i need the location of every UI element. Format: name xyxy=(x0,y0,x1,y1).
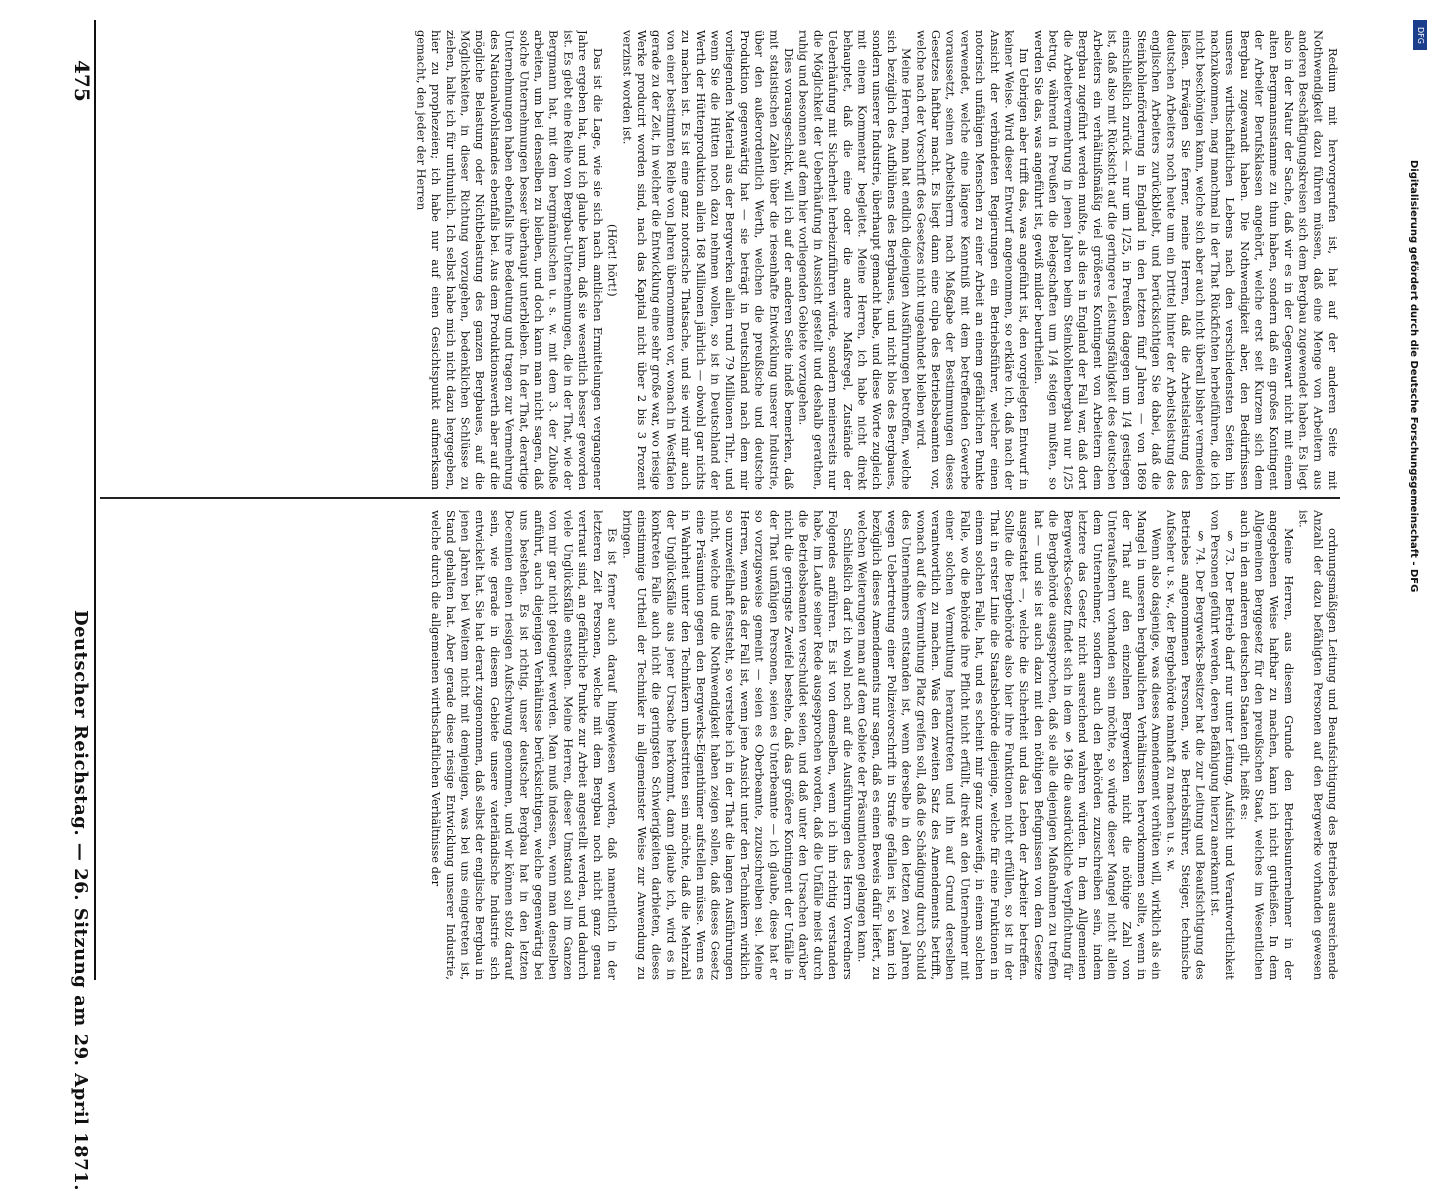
paragraph: Im Uebrigen aber trifft das, was angeführt ist, den vorgelegten Entwurf in keiner Weise. Wird dieser Entwurf angenommen, so erkläre ich, daß nach der Ansicht der verbündeten Regierungen ein Betriebsführer, welcher einen notorisch unfähigen Menschen zu einer Arbeit an einem gefährlichen Punkte verwendet, welche eine längere Kenntniß mit dem betreffenden Gewerbe voraussetzt, seinen Arbeitsherrn nach Maßgabe der Bestimmungen dieses Gesetzes haftbar macht. Es liegt dann eine culpa des Betriebsbeamten vor, welche nach der Vorschrift des Gesetzes nicht ungeahndet bleiben wird. xyxy=(914,30,1032,490)
paragraph: Dies vorausgeschickt, will ich auf der anderen Seite indeß bemerken, daß mit statistischen Zahlen über die riesenhafte Entwicklung unserer Industrie, über den außerordentlich Werth, welchen die preußische und deutsche Produktion gegenwärtig hat — sie beträgt in Deutschland nach dem mir vorliegenden Material aus der Bergwerken allein rund 79 Millionen Thlr., und wenn Sie die Hütten noch dazu nehmen wollen, so ist in Deutschland der Werth der Hüttenproduktion allein 168 Millionen jährlich — obwohl gar nichts zu machen ist. Es ist eine ganz notorische Thatsache, und sie wird mir auch von einer bestimmten Reihe von Jahren übernommen vor, wonach in Westfalen gerade zu der Zeit, in welcher die Entwicklung eine sehr große war, wo riesige Werke producirt worden sind, nach das Kapital nicht über 2 bis 3 Prozent verzinst worden ist. xyxy=(620,30,796,490)
header-rule xyxy=(94,20,96,980)
paragraph: Das ist die Lage, wie sie sich nach amtlichen Ermittelungen vergangener Jahre ergeben hat, und ich glaube kaum, daß sie wesentlich besser geworden ist. Es giebt eine Reihe von Bergbau-Unternehmungen, die in der That, wie der Bergmann hat, mit dem bergmännischen u. s. w. mit dem 3. der Zubuße arbeiten, um bei denselben zu bleiben, und doch kann man nicht sagen, daß solche Unternehmungen besser überhaupt unterbleiben. In der That, derartige Unternehmungen haben ebenfalls ihre Bedeutung und tragen zur Vermehrung des Nationalwohlstandes ebenfalls bei. Aus dem Produktionswerth aber auf die mögliche Belastung oder Nichtbelastung des ganzen Bergbaues, auf die Möglichkeiten, in dieser Richtung vorzugehen, bedenklichen Schlüsse zu ziehen, halte ich für unthunlich. Ich selbst habe mich nicht dazu hergegeben, hier zu prophezeien; ich habe nur auf einen Gesichtspunkt aufmerksam gemacht, den jeder der Herren xyxy=(414,30,605,490)
header-title: Deutscher Reichstag. — 26. Sitzung am 29. April 1871. xyxy=(70,610,91,1191)
page-header xyxy=(70,20,100,1191)
paragraph: § 74. Der Bergwerks-Besitzer hat die zur Leitung und Beaufsichtigung des Betriebes angenommenen Personen, wie Betriebsführer, Steiger, technische Aufseher u. s. w., der Bergbehörde namhaft zu machen u. s. w. xyxy=(1164,510,1208,980)
paragraph: Redium mit hervorgerufen ist, hat auf der anderen Seite mit Nothwendigkeit dazu führen müssen, daß eine Menge von Arbeitern aus anderen Beschäftigungskreisen sich dem Bergbau zugewendet haben. Es liegt also in der Natur der Sache, daß wir es in der Gegenwart nicht mit einem alten Bergmannsstamme zu thun haben, sondern daß ein großes Kontingent der Arbeiter Berufsklassen angehört, welche erst seit Kurzem sich dem Bergbau zugewandt haben. Die Nothwendigkeit aber, den Bedürfnissen unseres wirthschaftlichen Lebens nach den verschiedensten Seiten hin nachzukommen, mag manchmal in der That Rückfichten herbeiführen, die ich nicht beschönigen kann, welche sich aber auch nicht überall bisher vermeiden ließen. Erwägen Sie ferner, meine Herren, daß die Arbeitsleistung des deutschen Arbeiters noch heute um ein Drittel hinter der Arbeitsleistung des englischen Arbeiters zurückbleibt, und berücksichtigen Sie dabei, daß die Steinkohlenförderung in England in den letzten fünf Jahren — von 1869 einschließlich zurück — nur um 1/25, in Preußen dagegen um 1/4 gestiegen ist, daß also mit Rücksicht auf die geringere Leistungsfähigkeit des deutschen Arbeiters ein verhältnißmäßig viel größeres Kontingent von Arbeitern dem Bergbau zugeführt werden mußte, als dies in England der Fall war, daß dort die Arbeitervermehrung in jenen Jahren beim Steinkohlenbergbau nur 1/25 betrug, während in Preußen die Belegschaften um 1/4 steigen mußten, so werden Sie das, was angeführt ist, gewiß milder beurtheilen. xyxy=(1031,30,1340,490)
paragraph: Es ist ferner auch darauf hingewiesen worden, daß namentlich in der letzteren Zeit Personen, welche mit dem Bergbau noch nicht ganz genau vertraut sind, an gefährliche Punkte zur Arbeit angestellt werden, und dadurch viele Unglücksfälle entstehen. Meine Herren, dieser Umstand soll im Ganzen von mir gar nicht geleugnet werden. Man muß indessen, wenn man denselben anführt, auch diejenigen Verhältnisse berücksichtigen, welche gegenwärtig bei uns bestehen. Es ist richtig, unser deutscher Bergbau hat in den letzten Decennien einen riesigen Aufschwung genommen, und wir können stolz darauf sein, wie gerade in diesem Gebiete unsere vaterländische Industrie sich entwickelt hat. Sie hat derart zugenommen, daß selbst der englische Bergbau in jenen Jahren bei Weitem nicht mit demjenigen, was bei uns eingetreten ist, Stand gehalten hat. Aber gerade diese riesige Entwicklung unserer Industrie, welche durch die allgemeinen wirthschaftlichen Verhältnisse der xyxy=(429,510,620,980)
digitization-credit: Digitalisierung gefördert durch die Deutsche Forschungsgemeinschaft - DFG xyxy=(1408,160,1419,593)
paragraph: Meine Herren, aus diesem Grunde den Betriebsunternehmer in der angegebenen Weise haftbar zu machen, kann ich nicht gutheißen. In dem Allgemeinen Berggesetz für den preußischen Staat, welches im Wesentlichen auch in den anderen deutschen Staaten gilt, heißt es: xyxy=(1237,510,1296,980)
upper-text-column xyxy=(100,30,1340,490)
lower-text-column xyxy=(100,510,1340,980)
interjection: (Hört! hört!) xyxy=(605,223,620,297)
dfg-logo: DFG xyxy=(1413,20,1427,50)
paragraph: Wenn also dasjenige, was dieses Amendement verhüten will, wirklich als ein Mangel in unseren bergbaulichen Verhältnissen hervorkommen sollte, wenn in der That auf den einzelnen Bergwerken nicht die nöthige Zahl von Unteraufsehern vorhanden sein möchte, so würde dieser Mangel nicht allein dem Unternehmer, sondern auch den Behörden zuzuschreiben sein, indem letztere das Gesetz nicht ausreichend wahren würden. In dem Allgemeinen Bergwerks-Gesetz findet sich in dem § 196 die ausdrückliche Verpflichtung für die Bergbehörde ausgesprochen, daß sie alle diejenigen Maßnahmen zu treffen hat — und sie ist auch dazu mit den nöthigen Befugnissen von dem Gesetze ausgestattet —, welche die Sicherheit und das Leben der Arbeiter betreffen. Sollte die Bergbehörde also hier ihre Funktionen nicht erfüllen, so ist in der That in erster Linie die Staatsbehörde diejenige, welche für eine Funktionen in einem solchen Falle, hat, und es scheint mir ganz unzweifig, in einem solchen Falle, wo die Behörde ihre Pflicht nicht erfüllt, direkt an den Unternehmer mit einer solchen Vermuthung heranzutreten und ihn auf Grund derselben verantwortlich zu machen. Was den zweiten Satz des Amendements betrifft, wonach auf die Vermuthung Platz greifen soll, daß die Schädigung durch Schuld des Unternehmers entstanden ist, wenn derselbe in den letzten zwei Jahren wegen Uebertretung einer Polizeivorschrift in Strafe gefallen ist, so kann ich bezüglich dieses Amendements nur sagen, daß es einen Beweis dafür liefert, zu welchen Weiterungen man auf dem Gebiete der Präsumtionen gelangen kann. xyxy=(855,510,1164,980)
paragraph: Meine Herren, man hat endlich diejenigen Ausführungen betroffen, welche sich bezüglich des Aufblühens des Bergbaues, und nicht blos des Bergbaues, sondern unserer Industrie, überhaupt gemacht habe, und diese Worte zugleich mit einem Kommentar begleitet. Meine Herren, ich habe nicht direkt behauptet, daß die eine oder die andere Maßregel, Zustände der Ueberhäufung mit Sicherheit herbeizuführen würde, sondern meinerseits nur die Möglichkeit der Ueberhäufung in Aussicht gestellt und deshalb gerathen, ruhig und besonnen auf dem hier vorliegenden Gebiete vorzugehen. xyxy=(796,30,914,490)
paragraph: ordnungsmäßigen Leitung und Beaufsichtigung des Betriebes ausreichende Anzahl der dazu befähigten Personen auf den Bergwerke vorhanden gewesen ist. xyxy=(1296,510,1340,980)
column-divider xyxy=(100,497,1340,499)
paragraph: Schließlich darf ich wohl noch auf die Ausführungen des Herrn Vorredners Folgendes anführen. Es ist von demselben, wenn ich ihn richtig verstanden habe, im Laufe seiner Rede ausgesprochen worden, daß die Unfälle meist durch die Betriebsbeamten verschuldet seien, und daß unter den Ursachen darüber nicht die geringste Zweifel bestehe, daß das größere Kontingent der Unfälle in der That unfähigen Personen, seien es Unterbeamte — ich glaube, diese hat er so vorzugsweise gemeint — seien es Oberbeamte, zuzuschreiben sei. Meine Herren, wenn das der Fall ist, wenn jene Ansicht unter den Technikern wirklich so unzweifelhaft feststeht, so verstehe ich in der That die langen Ausführungen nicht, welche und die Nothwendigkeit haben zeigen sollen, daß dieses Gesetz eine Präsumtion gegen den Bergwerks-Eigenthümer aufstellen müsse. Wenn es in Wahrheit unter den Technikern unbestritten sein möchte, daß die Mehrzahl der Unglücksfälle aus jener Ursache herkommt, dann glaube ich, wird es in konkreten Falle auch nicht die geringsten Schwierigkeiten darbieten, dieses einstimmige Urtheil der Techniker in allgemeinster Weise zur Anwendung zu bringen. xyxy=(620,510,855,980)
page-number: 475 xyxy=(70,60,94,102)
paragraph: § 73. Der Betrieb darf nur unter Leitung, Aufsicht und Verantwortlichkeit von Personen geführt werden, deren Befähigung hierzu anerkannt ist. xyxy=(1208,510,1238,980)
